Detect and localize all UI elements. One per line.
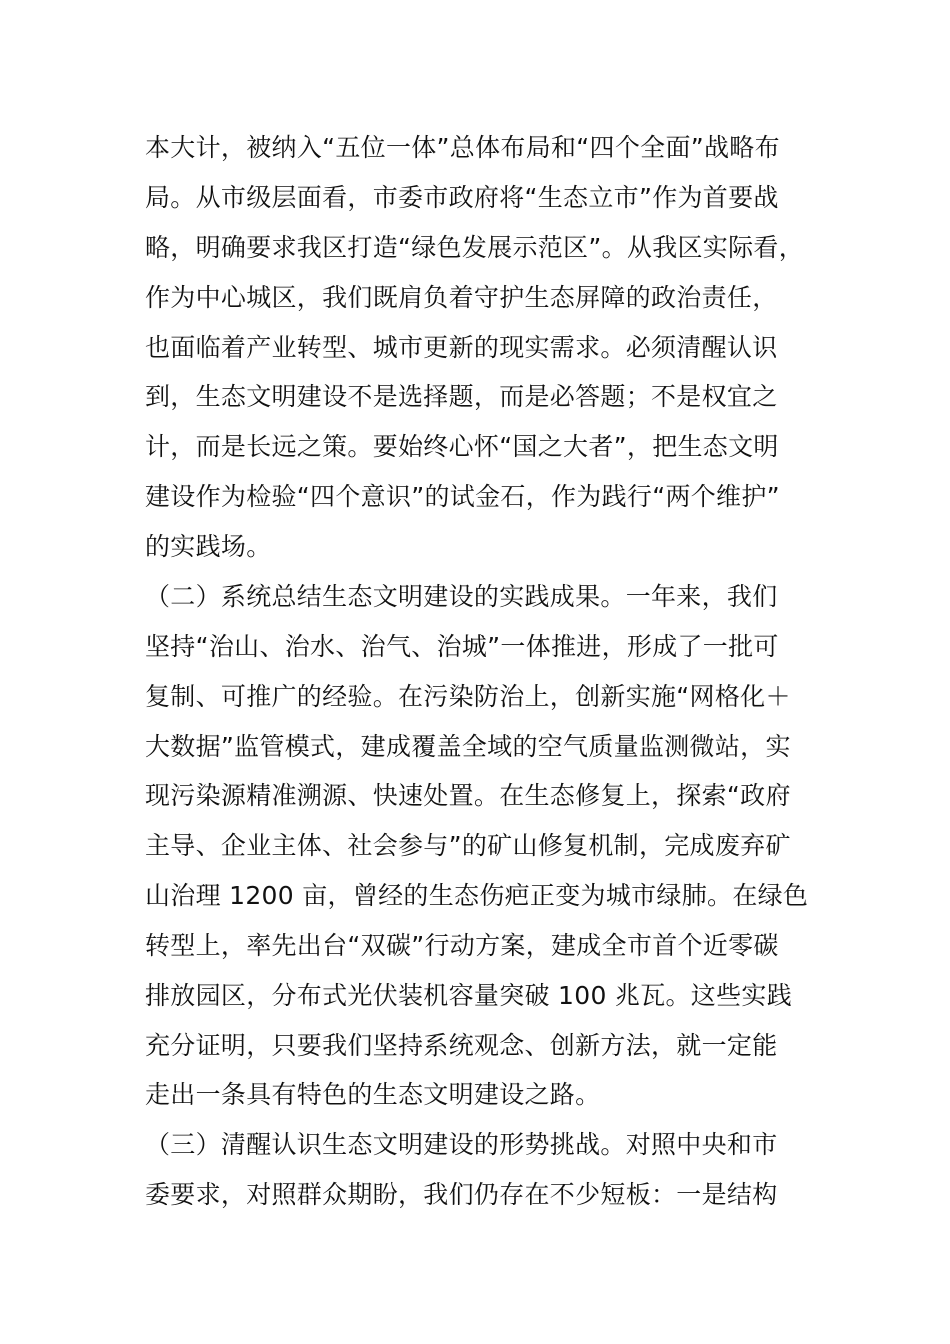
text-line: 主导、企业主体、社会参与”的矿山修复机制，完成废弃矿 [145, 831, 791, 860]
text-line: 作为中心城区，我们既肩负着守护生态屏障的政治责任， [145, 283, 778, 312]
text-line: 略，明确要求我区打造“绿色发展示范区”。从我区实际看， [145, 233, 805, 262]
section-heading-line: （二）系统总结生态文明建设的实践成果。一年来，我们 [145, 582, 778, 611]
text-line: 山治理 1200 亩，曾经的生态伤疤正变为城市绿肺。在绿色 [145, 881, 809, 910]
text-line: 委要求，对照群众期盼，我们仍存在不少短板：一是结构 [145, 1180, 778, 1209]
text-line: 建设作为检验“四个意识”的试金石，作为践行“两个维护” [145, 482, 780, 511]
text-line: 走出一条具有特色的生态文明建设之路。 [145, 1080, 601, 1109]
text-line: 计，而是长远之策。要始终心怀“国之大者”，把生态文明 [145, 432, 779, 461]
text-line: 现污染源精准溯源、快速处置。在生态修复上，探索“政府 [145, 781, 791, 810]
text-line: 本大计，被纳入“五位一体”总体布局和“四个全面”战略布 [145, 133, 780, 162]
text-line: 复制、可推广的经验。在污染防治上，创新实施“网格化＋ [145, 682, 791, 711]
text-line: 的实践场。 [145, 532, 272, 561]
text-line: 充分证明，只要我们坚持系统观念、创新方法，就一定能 [145, 1031, 778, 1060]
text-line: 大数据”监管模式，建成覆盖全域的空气质量监测微站，实 [145, 732, 791, 761]
text-line: 坚持“治山、治水、治气、治城”一体推进，形成了一批可 [145, 632, 779, 661]
text-line: 也面临着产业转型、城市更新的现实需求。必须清醒认识 [145, 333, 778, 362]
text-line: 排放园区，分布式光伏装机容量突破 100 兆瓦。这些实践 [145, 981, 793, 1010]
text-line: 转型上，率先出台“双碳”行动方案，建成全市首个近零碳 [145, 931, 779, 960]
text-line: 局。从市级层面看，市委市政府将“生态立市”作为首要战 [145, 183, 779, 212]
section-heading-line: （三）清醒认识生态文明建设的形势挑战。对照中央和市 [145, 1130, 778, 1159]
text-line: 到，生态文明建设不是选择题，而是必答题；不是权宜之 [145, 382, 778, 411]
